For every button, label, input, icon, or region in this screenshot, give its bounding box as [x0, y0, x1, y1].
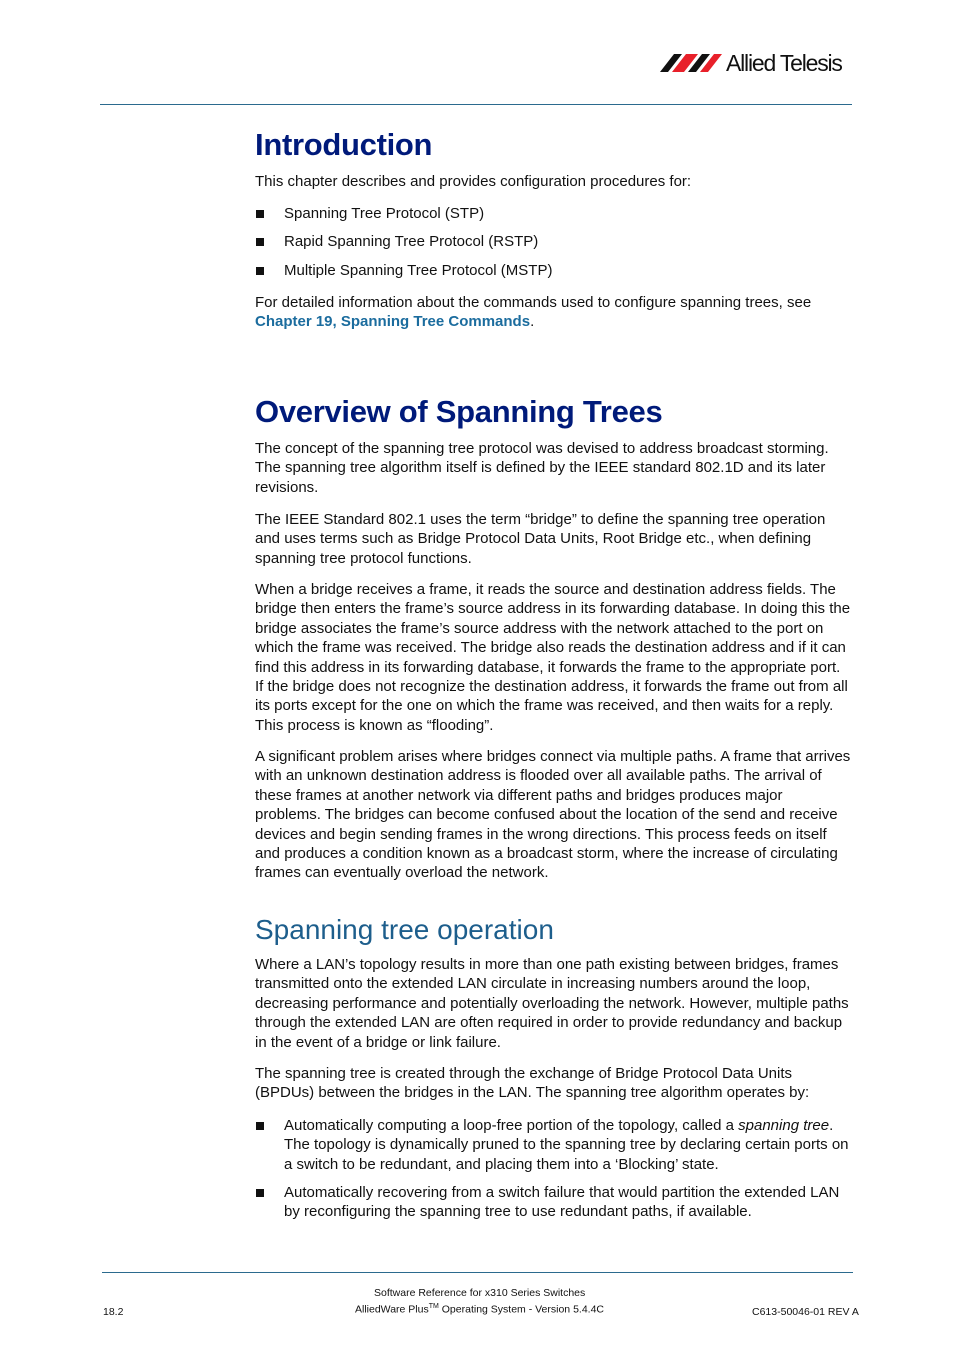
overview-heading-wrap — [255, 394, 851, 430]
footer-page-number: 18.2 — [103, 1306, 124, 1318]
footer-doc-code: C613-50046-01 REV A — [752, 1306, 859, 1318]
operation-list-wrap — [255, 1116, 851, 1174]
introduction-reference-wrap — [255, 293, 851, 332]
algorithm-list — [255, 1116, 851, 1174]
logo-wordmark: Allied Telesis — [726, 50, 842, 76]
operation-heading: Spanning tree operation — [255, 914, 554, 945]
overview-p3-wrap — [255, 580, 851, 735]
overview-p4-wrap — [255, 747, 851, 883]
operation-heading-wrap — [255, 914, 851, 946]
overview-paragraph-3: When a bridge receives a frame, it reads the source and destination address fields. The bridge then enters the frame’s source address in its forwarding database. In doing this the bridge associates the frame’s source address with the network attached to the port on which the frame was received. The bridge also reads the destination address and if it can find this address in its forwarding database, it forwards the frame to the appropriate port. If the bridge does not recognize the destination address, it forwards the frame out from all its ports except for the one on which the frame was received, and then waits for a reply. This process is known as “flooding”. — [255, 581, 851, 734]
overview-p2-wrap — [255, 510, 851, 568]
list-item: Rapid Spanning Tree Protocol (RSTP) — [255, 232, 851, 251]
introduction-list-wrap-2 — [255, 232, 851, 251]
introduction-list-wrap — [255, 204, 851, 223]
overview-p1-wrap — [255, 439, 851, 497]
overview-heading: Overview of Spanning Trees — [255, 394, 663, 429]
allied-telesis-logo — [660, 50, 855, 80]
introduction-reference: For detailed information about the commands used to configure spanning trees, see Chapter 19, Spanning Tree Commands. — [255, 294, 812, 331]
footer-rule — [102, 1272, 853, 1273]
overview-paragraph-2: The IEEE Standard 802.1 uses the term “bridge” to define the spanning tree operation and uses terms such as Bridge Protocol Data Units, Root Bridge etc., when defining spanning tree protocol functions. — [255, 511, 826, 567]
operation-p2-wrap — [255, 1064, 851, 1103]
operation-paragraph-1: Where a LAN’s topology results in more than one path existing between bridges, frames transmitted onto the extended LAN circulate in increasing numbers around the loop, decreasing performance and potentially overloading the network. However, multiple paths through the extended LAN are often required in order to provide redundancy and backup in the event of a bridge or link failure. — [255, 956, 849, 1051]
overview-paragraph-1: The concept of the spanning tree protocol was devised to address broadcast storming. The spanning tree algorithm itself is defined by the IEEE standard 802.1D and its later revisions. — [255, 440, 829, 496]
header-rule — [100, 104, 852, 105]
operation-p1-wrap — [255, 955, 851, 1052]
bullet-square-icon — [256, 210, 264, 218]
operation-list-wrap-2 — [255, 1183, 851, 1222]
list-item: Multiple Spanning Tree Protocol (MSTP) — [255, 261, 851, 280]
introduction-section — [255, 127, 851, 163]
list-item: Automatically computing a loop-free portion of the topology, called a spanning tree. The topology is dynamically pruned to the spanning tree by declaring certain ports on a switch to be redundant, and placing them into a ‘Blocking’ state. — [255, 1116, 851, 1174]
bullet-square-icon — [256, 1122, 264, 1130]
footer-product: AlliedWare Plus™ Operating System - Version 5.4.4C — [355, 1303, 605, 1316]
list-item: Automatically recovering from a switch failure that would partition the extended LAN by reconfiguring the spanning tree to use redundant paths, if available. — [255, 1183, 851, 1222]
operation-paragraph-2: The spanning tree is created through the exchange of Bridge Protocol Data Units (BPDUs) between the bridges in the LAN. The spanning tree algorithm operates by: — [255, 1065, 810, 1102]
bullet-square-icon — [256, 1189, 264, 1197]
introduction-lead-wrap — [255, 172, 851, 191]
bullet-square-icon — [256, 267, 264, 275]
allied-telesis-logo-icon — [660, 52, 724, 74]
list-item: Spanning Tree Protocol (STP) — [255, 204, 851, 223]
chapter-19-link[interactable]: Chapter 19, Spanning Tree Commands — [255, 313, 531, 331]
introduction-heading: Introduction — [255, 127, 433, 162]
introduction-lead: This chapter describes and provides configuration procedures for: — [255, 173, 692, 190]
bullet-square-icon — [256, 238, 264, 246]
overview-paragraph-4: A significant problem arises where bridges connect via multiple paths. A frame that arrives with an unknown destination address is flooded over all available paths. The arrival of these frames at another network via different paths and bridges produces major problems. The bridges can become confused about the location of the send and receive devices and begin sending frames in the wrong directions. This process feeds on itself and produces a condition known as a broadcast storm, where the increase of circulating frames can eventually overload the network. — [255, 748, 851, 882]
footer-title: Software Reference for x310 Series Switches — [374, 1287, 586, 1299]
introduction-list-wrap-3 — [255, 261, 851, 280]
protocol-list — [255, 204, 851, 223]
